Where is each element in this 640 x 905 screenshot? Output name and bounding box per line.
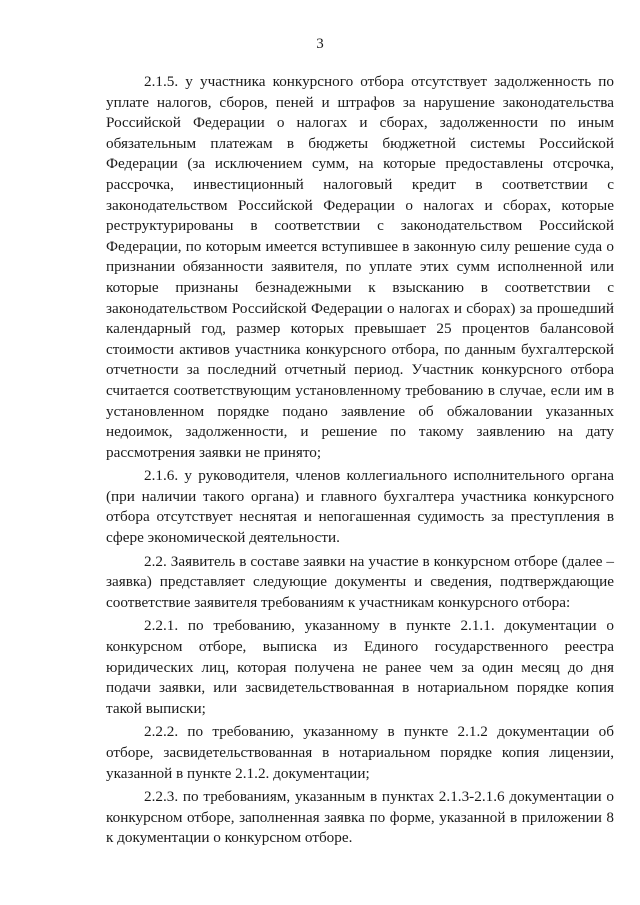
paragraph-2-1-6: 2.1.6. у руководителя, членов коллегиального исполнительного органа (при наличии такого органа) и главного бухгалтера участника конкурсного отбора отсутствует неснятая и непогашенная судимость за преступления в сфере экономической деятельности. (106, 467, 614, 547)
document-body (106, 72, 614, 852)
paragraph-2-2-1: 2.2.1. по требованию, указанному в пункте 2.1.1. документации о конкурсном отборе, выписка из Единого государственного реестра юридических лиц, которая получена не ранее чем за один месяц до дня подачи заявки, или засвидетельствованная в нотариальном порядке копия такой выписки; (106, 617, 614, 717)
paragraph-2-2-2: 2.2.2. по требованию, указанному в пункте 2.1.2 документации об отборе, засвидетельствованная в нотариальном порядке копия лицензии, указанной в пункте 2.1.2. документации; (106, 723, 614, 782)
paragraph-2-1-5: 2.1.5. у участника конкурсного отбора отсутствует задолженность по уплате налогов, сборов, пеней и штрафов за нарушение законодательства Российской Федерации о налогах и сборах, задолженности по иным обязательным платежам в бюджеты бюджетной системы Российской Федерации (за исключением сумм, на которые предоставлены отсрочка, рассрочка, инвестиционный налоговый кредит в соответствии с законодательством Российской Федерации о налогах и сборах, которые реструктурированы в соответствии с законодательством Российской Федерации, по которым имеется вступившее в законную силу решение суда о признании обязанности заявителя, по уплате этих сумм исполненной или которые признаны безнадежными к взысканию в соответствии с законодательством Российской Федерации о налогах и сборах) за прошедший календарный год, размер которых превышает 25 процентов балансовой стоимости активов участника конкурсного отбора, по данным бухгалтерской отчетности за последний отчетный период. Участник конкурсного отбора считается соответствующим установленному требованию в случае, если им в установленном порядке подано заявление об обжаловании указанных недоимок, задолженности, и решение по такому заявлению на дату рассмотрения заявки не принято; (106, 73, 614, 461)
page-number: 3 (316, 36, 324, 52)
paragraph-2-2-3: 2.2.3. по требованиям, указанным в пунктах 2.1.3-2.1.6 документации о конкурсном отборе, заполненная заявка по форме, указанной в приложении 8 к документации о конкурсном отборе. (106, 788, 614, 847)
paragraph-2-2: 2.2. Заявитель в составе заявки на участие в конкурсном отборе (далее – заявка) представляет следующие документы и сведения, подтверждающие соответствие заявителя требованиям к участникам конкурсного отбора: (106, 552, 614, 611)
